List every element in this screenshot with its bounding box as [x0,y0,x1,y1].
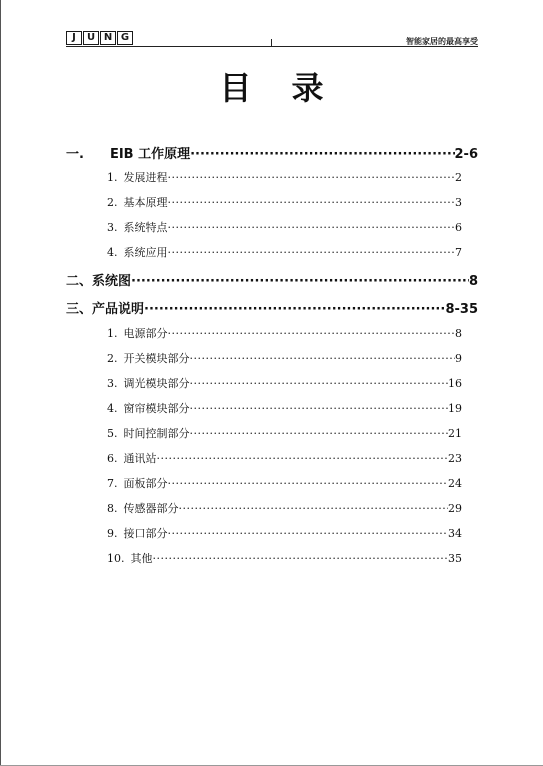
toc-entry-title: 面板部分 [123,477,168,490]
toc-entry-page: 21 [448,427,462,440]
toc-entry-page: 16 [448,377,462,390]
toc-leader-dots [190,377,449,390]
logo-letter: G [117,31,133,45]
toc-leader-dots [190,427,449,440]
toc-entry-page: 8 [468,274,478,289]
toc-leader-dots [179,502,449,515]
toc-entry-label [107,500,179,516]
toc-entry-title: 系统图 [92,274,132,289]
toc-entry-number: 二、 [66,274,93,289]
logo-letter: U [83,31,99,45]
toc-leader-dots [168,221,456,234]
toc-entry-title: 时间控制部分 [123,427,190,440]
toc-entry-title: 通讯站 [123,452,157,465]
toc-entry-page: 2 [455,171,462,184]
toc-entry-title: EIB 工作原理 [109,147,191,162]
toc-entry-label [107,350,190,366]
toc-entry-label [107,425,190,441]
toc-entry-number: 9. [107,527,118,540]
toc-entry-label [107,550,153,566]
toc-entry-page: 8 [455,327,462,340]
toc-entry-page: 24 [448,477,462,490]
toc-entry-title: 发展进程 [123,171,168,184]
toc-entry-label [107,244,168,260]
toc-entry[interactable] [107,450,462,466]
toc-entry-page: 19 [448,402,462,415]
toc-entry-number: 一. [66,147,84,162]
toc-leader-dots [190,402,449,415]
toc-entry-page: 29 [448,502,462,515]
toc-entry-title: 调光模块部分 [123,377,190,390]
header-slogan: 智能家居的最高享受 [406,37,478,46]
toc-entry[interactable] [66,298,478,317]
toc-leader-dots [168,246,456,259]
toc-leader-dots [168,327,456,340]
toc-entry[interactable] [107,325,462,341]
toc-entry-page: 9 [455,352,462,365]
toc-entry-page: 7 [455,246,462,259]
toc-entry-page: 3 [455,196,462,209]
logo-letter: N [100,31,116,45]
toc-entry-label [107,194,168,210]
toc-entry-title: 接口部分 [123,527,168,540]
toc-entry[interactable] [107,550,462,566]
toc-leader-dots [157,452,449,465]
toc-leader-dots [131,274,469,289]
toc-leader-dots [144,302,445,317]
toc-entry-label [66,270,131,289]
toc-entry-number: 3. [107,221,118,234]
toc-entry-label [107,475,168,491]
toc-entry[interactable] [107,350,462,366]
toc-leader-dots [168,477,449,490]
toc-entry-label [107,325,168,341]
toc-entry-page: 34 [448,527,462,540]
toc-entry[interactable] [66,143,478,162]
toc-entry-number: 3. [107,377,118,390]
toc-entry[interactable] [107,500,462,516]
toc-entry[interactable] [66,270,478,289]
toc-entry[interactable] [107,400,462,416]
toc-entry[interactable] [107,169,462,185]
toc-entry-title: 基本原理 [123,196,168,209]
toc-entry-title: 系统特点 [123,221,168,234]
page-title: 目录 [219,69,364,107]
toc-entry[interactable] [107,219,462,235]
toc-entry-number: 4. [107,246,118,259]
toc-entry-number: 三、 [66,302,93,317]
toc-entry-number: 2. [107,196,118,209]
toc-entry-number: 10. [107,552,125,565]
toc-entry-label [107,400,190,416]
toc-entry-number: 1. [107,327,118,340]
toc-entry-title: 电源部分 [123,327,168,340]
toc-entry-page: 23 [448,452,462,465]
toc-entry-number: 1. [107,171,118,184]
toc-entry-title: 窗帘模块部分 [123,402,190,415]
toc-entry-label [107,450,157,466]
toc-leader-dots [190,147,454,162]
logo-letter: J [66,31,82,45]
toc-entry-label [107,375,190,391]
toc-entry-number: 8. [107,502,118,515]
toc-entry-label [66,298,144,317]
toc-entry-number: 4. [107,402,118,415]
toc-entry-number: 2. [107,352,118,365]
toc-entry-page: 2-6 [454,147,478,162]
toc-entry[interactable] [107,425,462,441]
toc-entry[interactable] [107,244,462,260]
toc-entry-title: 开关模块部分 [123,352,190,365]
toc-entry-page: 8-35 [445,302,478,317]
toc-entry-number: 5. [107,427,118,440]
toc-entry-label [107,169,168,185]
toc-entry[interactable] [107,475,462,491]
toc-leader-dots [153,552,449,565]
toc-entry-number: 7. [107,477,118,490]
toc-entry-label [107,219,168,235]
toc-entry-label [107,525,168,541]
toc-entry-title: 产品说明 [92,302,145,317]
toc-leader-dots [168,527,449,540]
toc-entry[interactable] [107,194,462,210]
toc-entry-number: 6. [107,452,118,465]
toc-leader-dots [168,196,456,209]
toc-entry-title: 传感器部分 [123,502,179,515]
toc-entry-page: 6 [455,221,462,234]
toc-entry-title: 系统应用 [123,246,168,259]
toc-leader-dots [190,352,456,365]
toc-leader-dots [168,171,456,184]
toc-entry[interactable] [107,375,462,391]
toc-entry-label [66,143,190,162]
toc-entry-title: 其他 [130,552,153,565]
toc-entry-page: 35 [448,552,462,565]
toc-entry[interactable] [107,525,462,541]
